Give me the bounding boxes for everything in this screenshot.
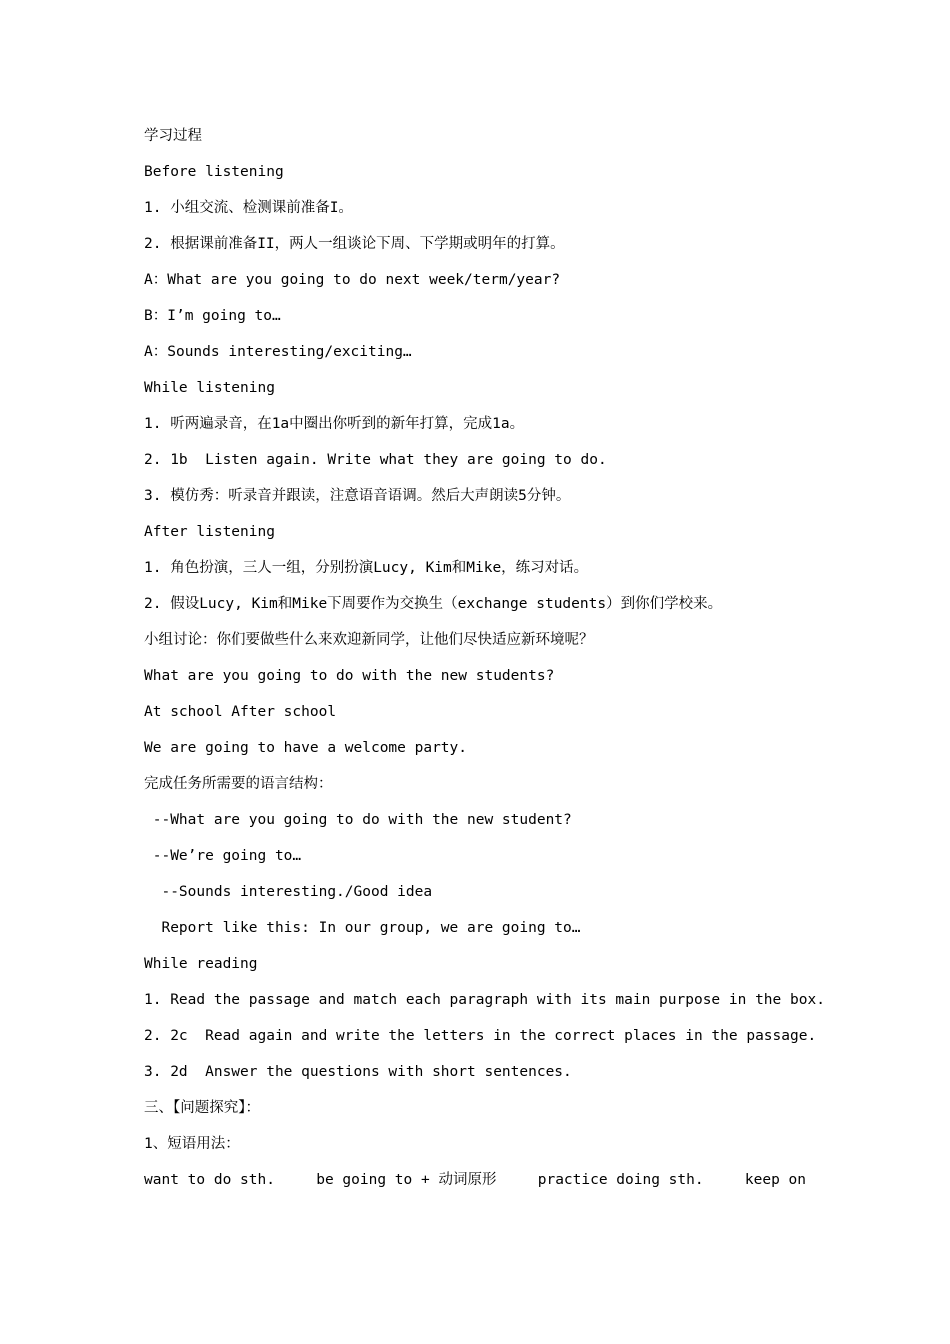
phrase-list — [144, 1166, 806, 1202]
text-line: 2. 2c Read again and write the letters in the correct places in the passage. — [144, 1028, 817, 1044]
subheading-after-listening: After listening — [144, 524, 275, 540]
text-line: 2. 1b Listen again. Write what they are going to do. — [144, 452, 607, 468]
dialogue-line: --We’re going to… — [144, 848, 302, 864]
section-heading-learning-process: 学习过程 — [144, 128, 202, 144]
text-line: We are going to have a welcome party. — [144, 740, 468, 756]
phrase-item: want to do sth. — [144, 1172, 275, 1188]
text-line: What are you going to do with the new students? — [144, 668, 555, 684]
subheading-before-listening: Before listening — [144, 164, 284, 180]
document-body — [144, 122, 824, 1202]
text-line: 3. 模仿秀：听录音并跟读，注意语音语调。然后大声朗读5分钟。 — [144, 488, 571, 504]
phrase-item: keep on — [744, 1172, 806, 1188]
phrase-item: practice doing sth. — [537, 1172, 704, 1188]
text-line: 小组讨论：你们要做些什么来欢迎新同学，让他们尽快适应新环境呢？ — [144, 632, 594, 648]
text-line: Report like this: In our group, we are going to… — [144, 920, 581, 936]
dialogue-line: A：What are you going to do next week/term/year? — [144, 272, 561, 288]
text-line: 2. 假设Lucy, Kim和Mike下周要作为交换生（exchange students）到你们学校来。 — [144, 596, 723, 612]
subheading-while-reading: While reading — [144, 956, 258, 972]
text-line: 完成任务所需要的语言结构： — [144, 776, 333, 792]
text-line: 1. 小组交流、检测课前准备I。 — [144, 200, 353, 216]
dialogue-line: --What are you going to do with the new student? — [144, 812, 572, 828]
text-line: 1. Read the passage and match each paragraph with its main purpose in the box. — [144, 992, 825, 1008]
text-line: 2. 根据课前准备II，两人一组谈论下周、下学期或明年的打算。 — [144, 236, 565, 252]
text-line: 3. 2d Answer the questions with short sentences. — [144, 1064, 572, 1080]
text-line: At school After school — [144, 704, 337, 720]
subheading-while-listening: While listening — [144, 380, 275, 396]
dialogue-line: A：Sounds interesting/exciting… — [144, 344, 412, 360]
text-line: 1. 听两遍录音，在1a中圈出你听到的新年打算，完成1a。 — [144, 416, 525, 432]
text-line: 1、短语用法： — [144, 1136, 240, 1152]
section-heading-problem-inquiry: 三、【问题探究】： — [144, 1100, 260, 1116]
dialogue-line: --Sounds interesting./Good idea — [144, 884, 433, 900]
dialogue-line: B：I’m going to… — [144, 308, 281, 324]
text-line: 1. 角色扮演，三人一组，分别扮演Lucy, Kim和Mike，练习对话。 — [144, 560, 589, 576]
phrase-item: be going to + 动词原形 — [316, 1172, 497, 1188]
